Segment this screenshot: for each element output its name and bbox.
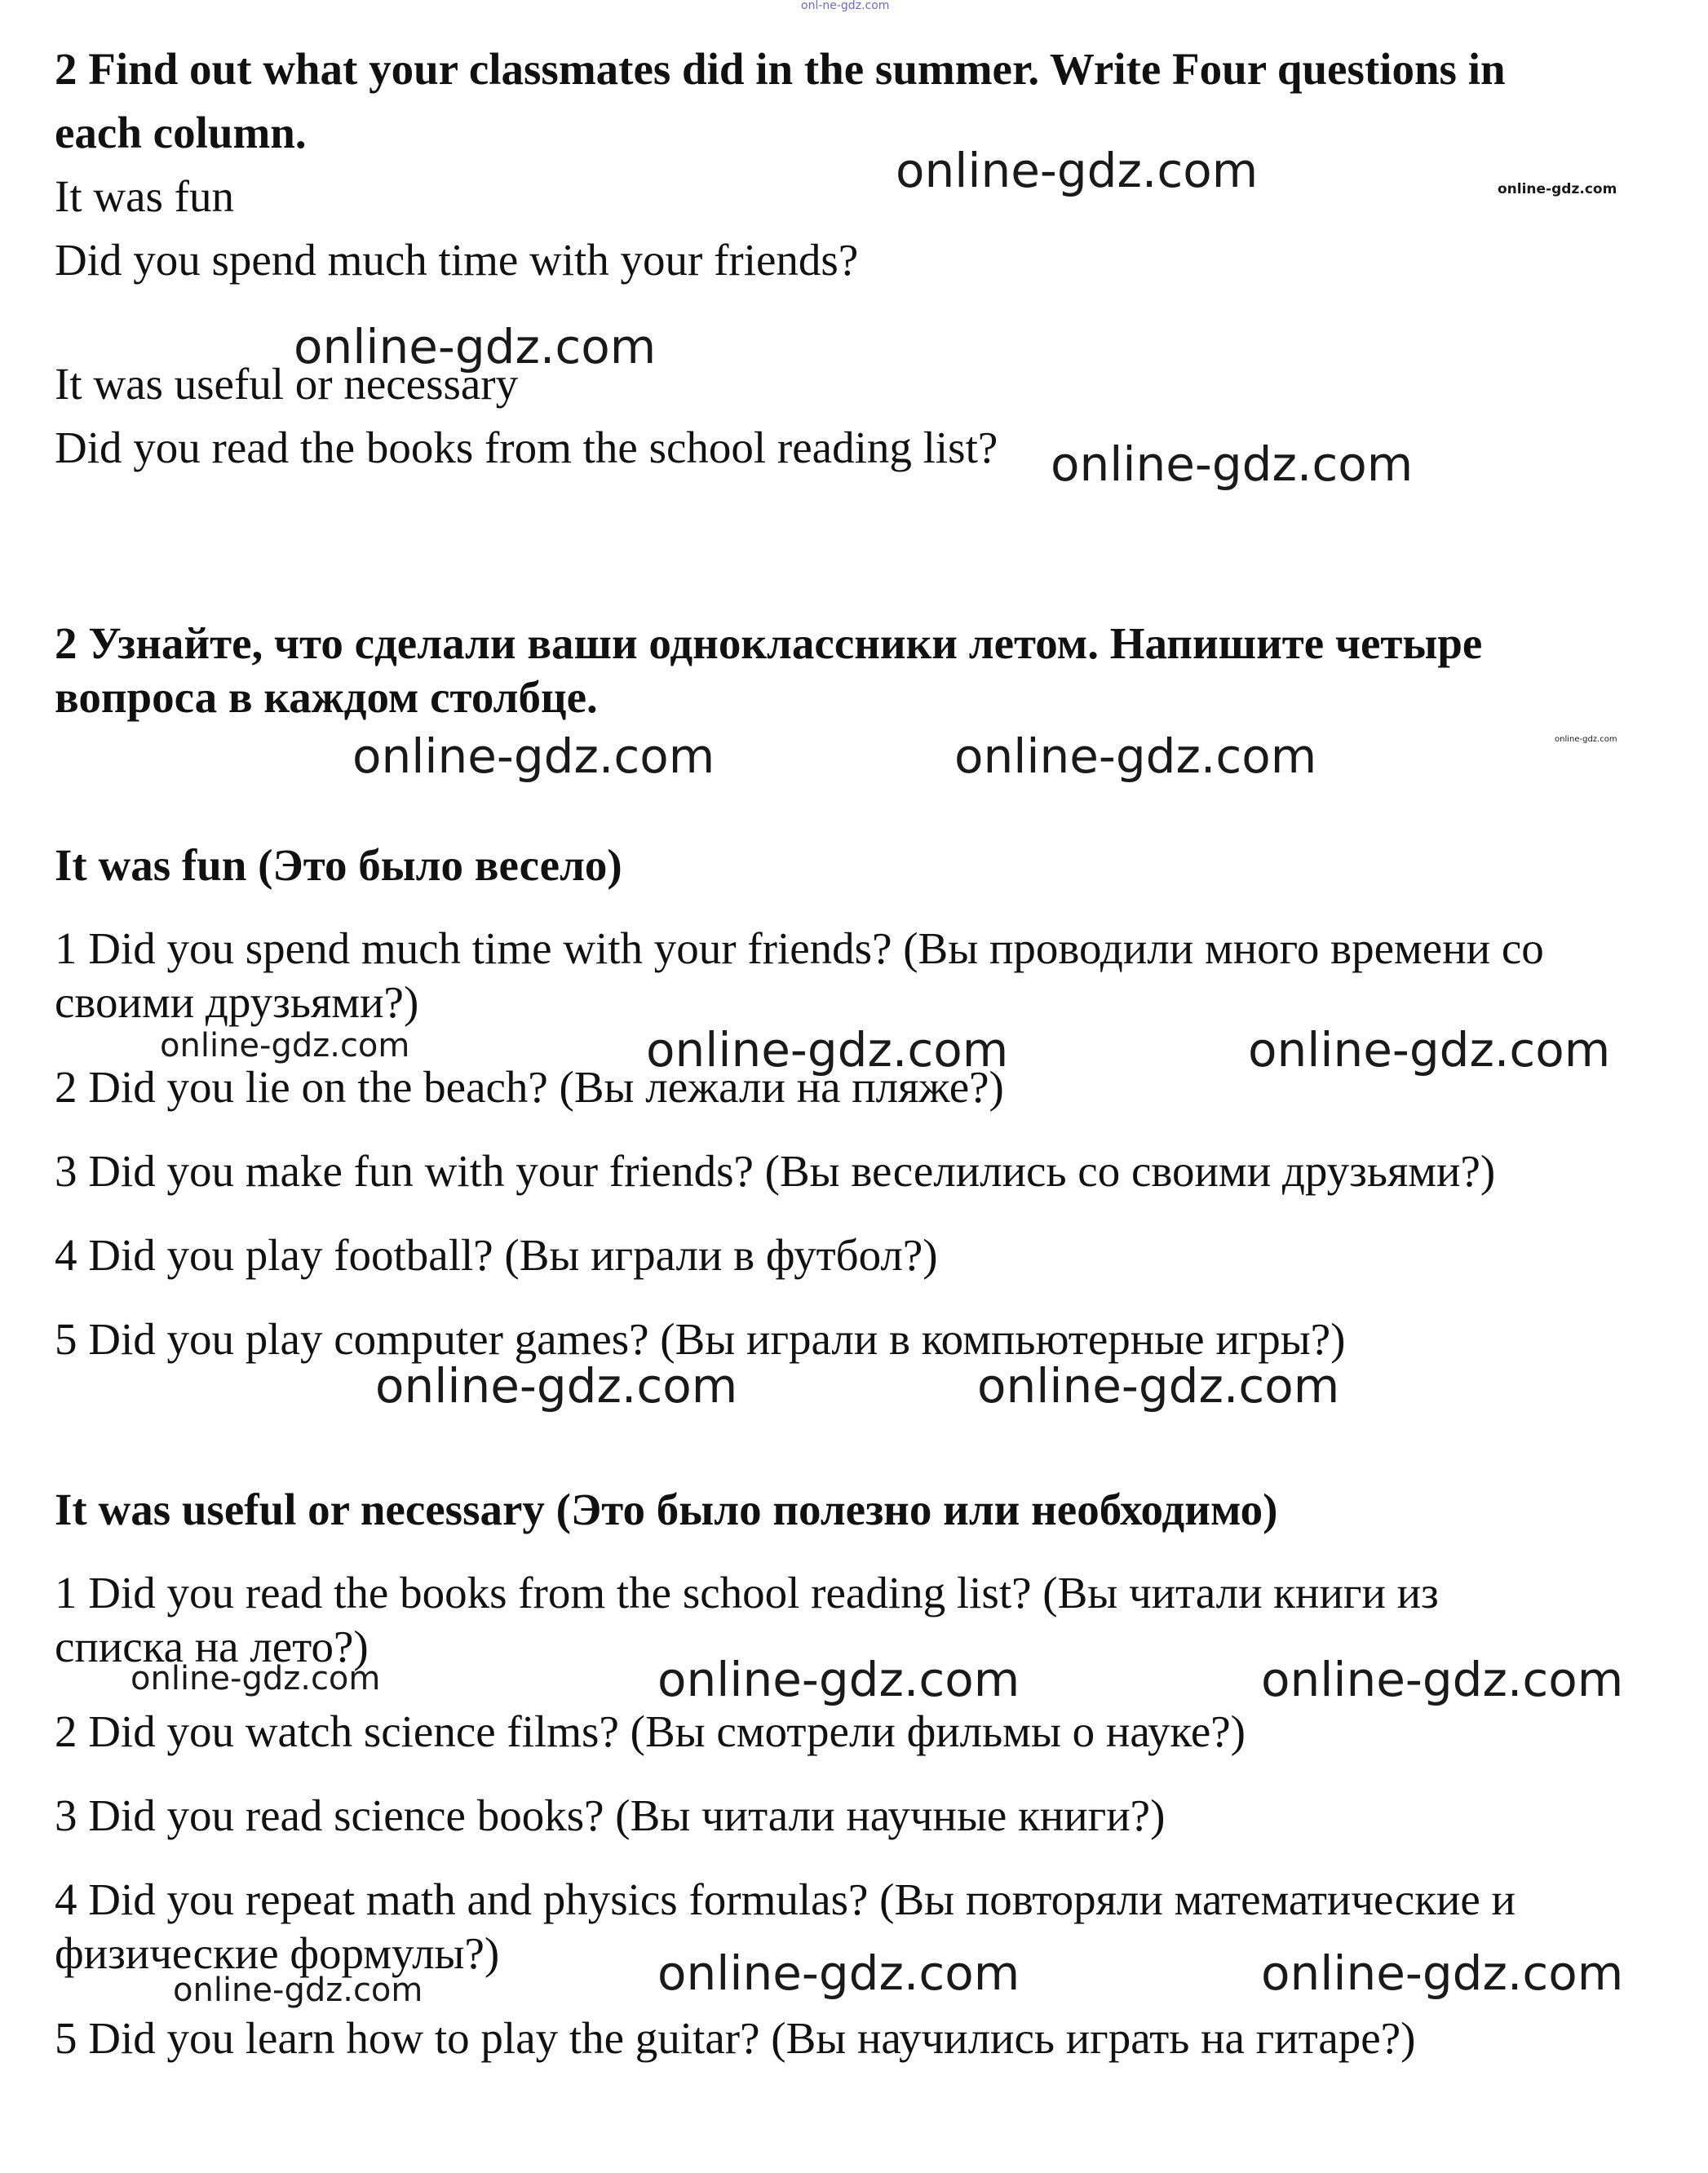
useful-item-4-line2: физические формулы?) xyxy=(55,1928,500,1978)
watermark: online-gdz.com xyxy=(1248,1022,1611,1078)
watermark: online-gdz.com xyxy=(160,1027,410,1064)
watermark: online-gdz.com xyxy=(131,1660,381,1697)
useful-question-en: Did you read the books from the school reading list? xyxy=(55,423,998,472)
useful-item-5: 5 Did you learn how to play the guitar? (Вы научились играть на гитаре?) xyxy=(55,2013,1416,2063)
watermark: online-gdz.com xyxy=(173,1972,423,2009)
watermark: online-gdz.com xyxy=(1261,1652,1624,1707)
watermark: online-gdz.com xyxy=(352,728,715,784)
watermark: online-gdz.com xyxy=(1051,436,1414,492)
useful-item-1-line2: списка на лето?) xyxy=(55,1622,369,1671)
fun-item-1-line2: своими друзьями?) xyxy=(55,977,419,1027)
fun-item-1-line1: 1 Did you spend much time with your friends? (Вы проводили много времени со xyxy=(55,923,1544,973)
watermark: online-gdz.com xyxy=(977,1358,1340,1414)
watermark-top: onl-ne-gdz.com xyxy=(801,0,890,12)
fun-label-en: It was fun xyxy=(55,171,234,221)
fun-section-title: It was fun (Это было весело) xyxy=(55,840,622,890)
task-heading-en-line1: 2 Find out what your classmates did in the summer. Write Four questions in xyxy=(55,44,1506,94)
task-heading-en-line2: each column. xyxy=(55,108,307,157)
watermark: online-gdz.com xyxy=(646,1022,1009,1078)
watermark: online-gdz.com xyxy=(294,319,657,374)
task-heading-ru-line1: 2 Узнайте, что сделали ваши одноклассники летом. Напишите четыре xyxy=(55,618,1483,668)
useful-item-3: 3 Did you read science books? (Вы читали научные книги?) xyxy=(55,1790,1166,1840)
watermark: online-gdz.com xyxy=(896,143,1259,198)
watermark: online-gdz.com xyxy=(954,728,1317,784)
fun-question-en: Did you spend much time with your friends? xyxy=(55,235,859,285)
watermark: online-gdz.com xyxy=(1498,181,1617,197)
useful-section-title: It was useful or necessary (Это было полезно или необходимо) xyxy=(55,1485,1278,1534)
fun-item-2: 2 Did you lie on the beach? (Вы лежали на пляже?) xyxy=(55,1062,1004,1112)
useful-label-en: It was useful or necessary xyxy=(55,359,519,409)
fun-item-4: 4 Did you play football? (Вы играли в футбол?) xyxy=(55,1230,938,1280)
fun-item-3: 3 Did you make fun with your friends? (Вы веселились со своими друзьями?) xyxy=(55,1146,1496,1196)
watermark: online-gdz.com xyxy=(1555,735,1617,744)
watermark: online-gdz.com xyxy=(375,1358,738,1414)
useful-item-1-line1: 1 Did you read the books from the school reading list? (Вы читали книги из xyxy=(55,1568,1439,1618)
watermark: online-gdz.com xyxy=(657,1652,1020,1707)
useful-item-2: 2 Did you watch science films? (Вы смотрели фильмы о науке?) xyxy=(55,1706,1246,1756)
watermark: online-gdz.com xyxy=(1261,1945,1624,2001)
task-heading-ru-line2: вопроса в каждом столбце. xyxy=(55,672,598,722)
watermark: online-gdz.com xyxy=(657,1945,1020,2001)
useful-item-4-line1: 4 Did you repeat math and physics formulas? (Вы повторяли математические и xyxy=(55,1874,1516,1924)
fun-item-5: 5 Did you play computer games? (Вы играли в компьютерные игры?) xyxy=(55,1314,1346,1364)
